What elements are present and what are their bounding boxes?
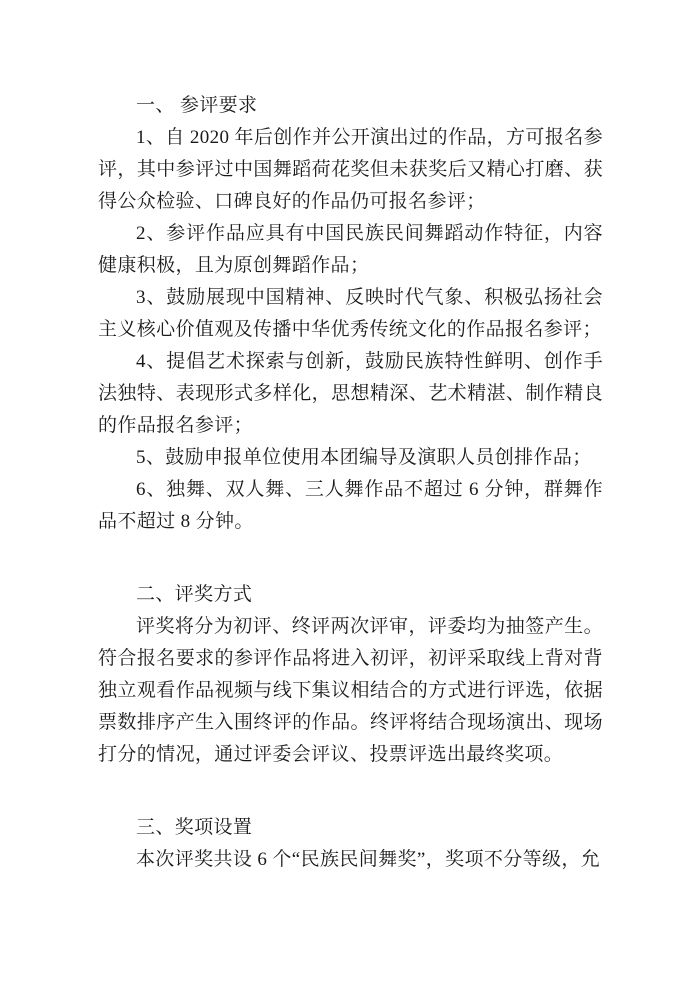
section-award-setup — [98, 812, 603, 876]
paragraph: 6、独舞、双人舞、三人舞作品不超过 6 分钟，群舞作品不超过 8 分钟。 — [98, 479, 603, 532]
paragraph: 本次评奖共设 6 个“民族民间舞奖”，奖项不分等级，允 — [136, 849, 601, 870]
section-heading: 一、 参评要求 — [136, 95, 258, 116]
paragraph: 5、鼓励申报单位使用本团编导及演职人员创排作品； — [136, 447, 592, 468]
paragraph: 评奖将分为初评、终评两次评审，评委均为抽签产生。符合报名要求的参评作品将进入初评，初评采取线上背对背独立观看作品视频与线下集议相结合的方式进行评选，依据票数排序产生入围终评的作品。终评将结合现场演出、现场打分的情况，通过评委会评议、投票评选出最终奖项。 — [98, 616, 603, 765]
section-heading: 三、奖项设置 — [136, 817, 253, 838]
paragraph: 3、鼓励展现中国精神、反映时代气象、积极弘扬社会主义核心价值观及传播中华优秀传统文化的作品报名参评； — [98, 287, 603, 340]
section-judging-method — [98, 579, 603, 771]
paragraph: 4、提倡艺术探索与创新，鼓励民族特性鲜明、创作手法独特、表现形式多样化，思想精深、艺术精湛、制作精良的作品报名参评； — [98, 351, 603, 436]
section-heading: 二、评奖方式 — [136, 584, 253, 605]
paragraph: 1、自 2020 年后创作并公开演出过的作品，方可报名参评，其中参评过中国舞蹈荷花奖但未获奖后又精心打磨、获得公众检验、口碑良好的作品仍可报名参评； — [98, 127, 603, 212]
section-entry-requirements — [98, 90, 603, 538]
paragraph: 2、参评作品应具有中国民族民间舞蹈动作特征，内容健康积极，且为原创舞蹈作品； — [98, 223, 603, 276]
